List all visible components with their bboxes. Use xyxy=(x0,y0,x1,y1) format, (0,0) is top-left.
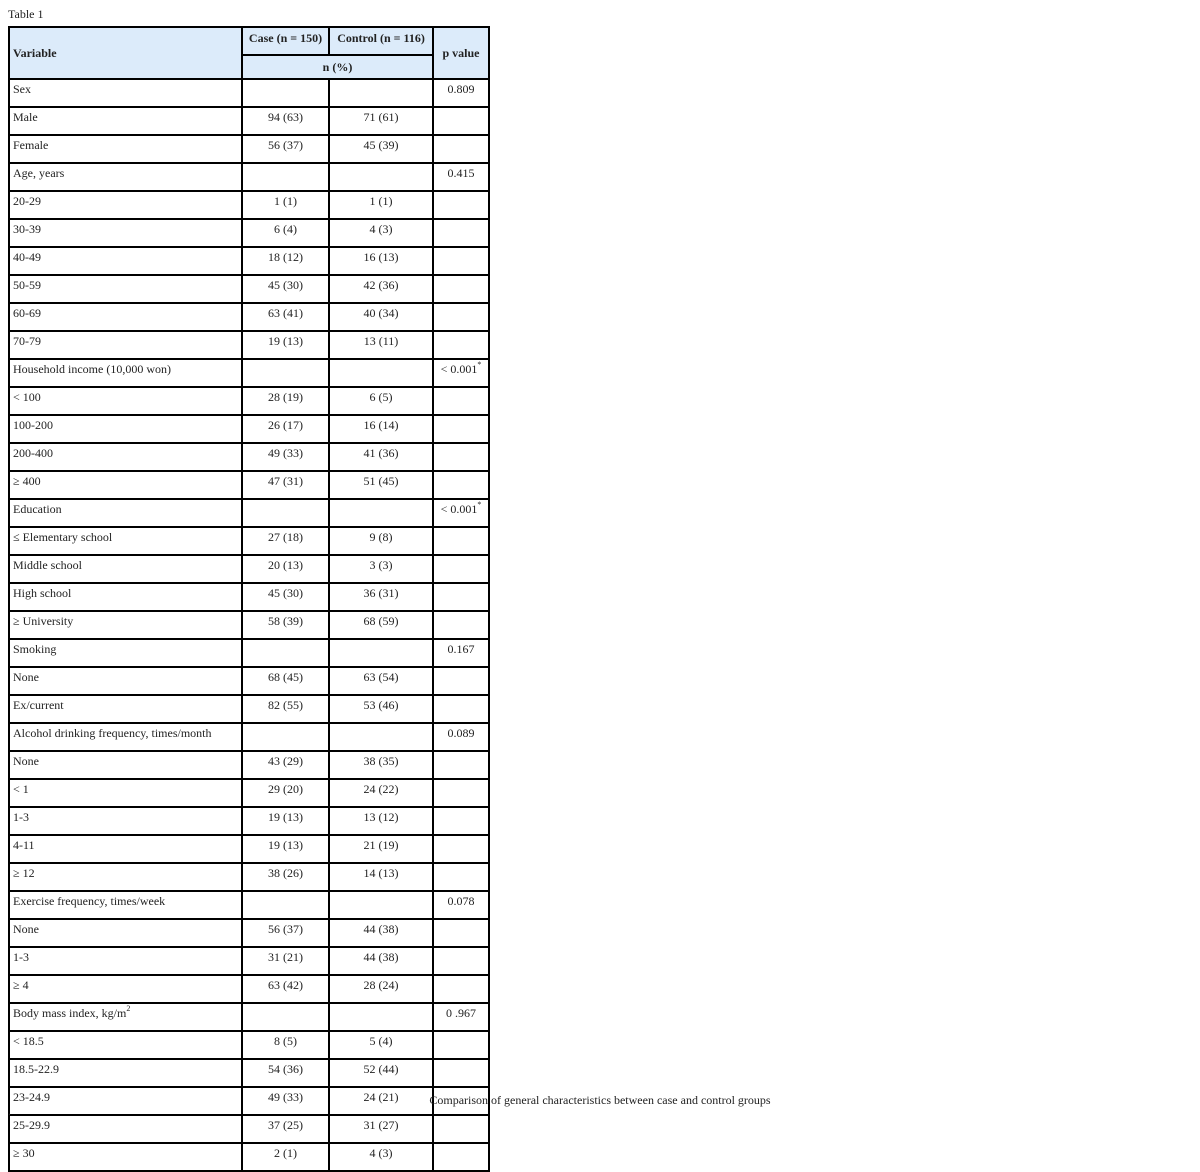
cell-case: 19 (13) xyxy=(242,807,329,835)
cell-case: 63 (42) xyxy=(242,975,329,1003)
cell-p-value xyxy=(433,79,489,107)
table-row xyxy=(9,555,489,583)
cell-case: 26 (17) xyxy=(242,415,329,443)
cell-control: 42 (36) xyxy=(329,275,433,303)
cell-variable xyxy=(9,1059,242,1087)
header-p-value: p value xyxy=(433,27,489,79)
cell-variable xyxy=(9,303,242,331)
cell-variable xyxy=(9,975,242,1003)
cell-variable xyxy=(9,471,242,499)
variable-text: Ex/current xyxy=(13,698,64,712)
table-row xyxy=(9,219,489,247)
cell-case: 49 (33) xyxy=(242,1087,329,1115)
variable-text: 23-24.9 xyxy=(13,1090,50,1104)
cell-case xyxy=(242,359,329,387)
table-row xyxy=(9,583,489,611)
table-row xyxy=(9,919,489,947)
variable-superscript: 2 xyxy=(126,1004,131,1013)
cell-control: 16 (13) xyxy=(329,247,433,275)
cell-control: 3 (3) xyxy=(329,555,433,583)
cell-variable xyxy=(9,387,242,415)
cell-p-value xyxy=(433,779,489,807)
table-row xyxy=(9,107,489,135)
variable-text: Alcohol drinking frequency, times/month xyxy=(13,726,212,740)
variable-text: ≥ 400 xyxy=(13,474,41,488)
variable-text: ≥ University xyxy=(13,614,74,628)
p-value-text: 0.078 xyxy=(447,894,475,908)
cell-variable xyxy=(9,919,242,947)
cell-control: 28 (24) xyxy=(329,975,433,1003)
cell-control: 52 (44) xyxy=(329,1059,433,1087)
cell-case: 29 (20) xyxy=(242,779,329,807)
cell-variable xyxy=(9,555,242,583)
cell-case: 45 (30) xyxy=(242,275,329,303)
table-row xyxy=(9,975,489,1003)
cell-control: 13 (12) xyxy=(329,807,433,835)
cell-control: 53 (46) xyxy=(329,695,433,723)
cell-control: 41 (36) xyxy=(329,443,433,471)
variable-text: 1-3 xyxy=(13,810,29,824)
cell-control xyxy=(329,79,433,107)
cell-control: 51 (45) xyxy=(329,471,433,499)
cell-control: 4 (3) xyxy=(329,219,433,247)
cell-p-value xyxy=(433,863,489,891)
cell-p-value xyxy=(433,499,489,527)
cell-variable xyxy=(9,723,242,751)
cell-p-value xyxy=(433,527,489,555)
cell-variable xyxy=(9,779,242,807)
variable-text: < 100 xyxy=(13,390,41,404)
table-row xyxy=(9,835,489,863)
cell-p-value xyxy=(433,1031,489,1059)
variable-text: 70-79 xyxy=(13,334,41,348)
table-row xyxy=(9,1115,489,1143)
cell-variable xyxy=(9,443,242,471)
cell-control: 6 (5) xyxy=(329,387,433,415)
table-row xyxy=(9,807,489,835)
cell-control: 68 (59) xyxy=(329,611,433,639)
table-row xyxy=(9,163,489,191)
variable-text: 1-3 xyxy=(13,950,29,964)
cell-variable xyxy=(9,1003,242,1031)
cell-p-value xyxy=(433,191,489,219)
cell-control xyxy=(329,1003,433,1031)
cell-p-value xyxy=(433,919,489,947)
cell-case: 19 (13) xyxy=(242,331,329,359)
variable-text: None xyxy=(13,670,39,684)
p-value-text: 0.089 xyxy=(447,726,475,740)
p-value-text: 0.809 xyxy=(447,82,475,96)
cell-variable xyxy=(9,107,242,135)
cell-control: 45 (39) xyxy=(329,135,433,163)
table-row xyxy=(9,331,489,359)
table-row xyxy=(9,723,489,751)
cell-control: 63 (54) xyxy=(329,667,433,695)
cell-control: 1 (1) xyxy=(329,191,433,219)
cell-control: 44 (38) xyxy=(329,947,433,975)
header-row-primary xyxy=(9,27,489,55)
variable-text: Male xyxy=(13,110,38,124)
p-value-text: < 0.001 xyxy=(440,362,478,376)
header-case: Case (n = 150) xyxy=(242,27,329,55)
cell-p-value xyxy=(433,247,489,275)
cell-control: 5 (4) xyxy=(329,1031,433,1059)
cell-variable xyxy=(9,947,242,975)
cell-p-value xyxy=(433,723,489,751)
characteristics-table xyxy=(8,26,490,1172)
cell-variable xyxy=(9,331,242,359)
table-row xyxy=(9,611,489,639)
cell-p-value xyxy=(433,471,489,499)
cell-variable xyxy=(9,1143,242,1171)
cell-control xyxy=(329,359,433,387)
cell-case: 54 (36) xyxy=(242,1059,329,1087)
cell-control xyxy=(329,639,433,667)
cell-p-value xyxy=(433,387,489,415)
variable-text: 18.5-22.9 xyxy=(13,1062,59,1076)
table-row xyxy=(9,639,489,667)
variable-text: High school xyxy=(13,586,72,600)
cell-case: 49 (33) xyxy=(242,443,329,471)
cell-p-value xyxy=(433,275,489,303)
cell-p-value xyxy=(433,975,489,1003)
table-row xyxy=(9,135,489,163)
variable-text: 200-400 xyxy=(13,446,53,460)
cell-p-value xyxy=(433,1003,489,1031)
cell-variable xyxy=(9,807,242,835)
table-row xyxy=(9,415,489,443)
cell-variable xyxy=(9,695,242,723)
cell-p-value xyxy=(433,891,489,919)
cell-case: 43 (29) xyxy=(242,751,329,779)
cell-variable xyxy=(9,219,242,247)
table-row xyxy=(9,1003,489,1031)
cell-variable xyxy=(9,667,242,695)
table-row xyxy=(9,247,489,275)
variable-text: Smoking xyxy=(13,642,57,656)
variable-text: 30-39 xyxy=(13,222,41,236)
table-row xyxy=(9,79,489,107)
cell-p-value xyxy=(433,331,489,359)
cell-case: 37 (25) xyxy=(242,1115,329,1143)
cell-p-value xyxy=(433,583,489,611)
cell-variable xyxy=(9,135,242,163)
cell-case xyxy=(242,163,329,191)
variable-text: < 18.5 xyxy=(13,1034,44,1048)
cell-case: 45 (30) xyxy=(242,583,329,611)
cell-p-value xyxy=(433,163,489,191)
cell-control: 16 (14) xyxy=(329,415,433,443)
cell-control: 31 (27) xyxy=(329,1115,433,1143)
cell-p-value xyxy=(433,611,489,639)
variable-text: 60-69 xyxy=(13,306,41,320)
cell-control: 24 (22) xyxy=(329,779,433,807)
cell-control: 40 (34) xyxy=(329,303,433,331)
cell-variable xyxy=(9,191,242,219)
cell-variable xyxy=(9,1031,242,1059)
table-row xyxy=(9,667,489,695)
cell-p-value xyxy=(433,695,489,723)
cell-case: 6 (4) xyxy=(242,219,329,247)
cell-p-value xyxy=(433,359,489,387)
variable-text: None xyxy=(13,754,39,768)
cell-case xyxy=(242,891,329,919)
variable-text: Household income (10,000 won) xyxy=(13,362,171,376)
variable-text: Middle school xyxy=(13,558,82,572)
variable-text: Female xyxy=(13,138,49,152)
cell-case: 19 (13) xyxy=(242,835,329,863)
cell-p-value xyxy=(433,443,489,471)
cell-variable xyxy=(9,79,242,107)
cell-p-value xyxy=(433,807,489,835)
table-row xyxy=(9,1031,489,1059)
cell-case: 56 (37) xyxy=(242,135,329,163)
cell-case: 82 (55) xyxy=(242,695,329,723)
variable-text: 4-11 xyxy=(13,838,35,852)
cell-variable xyxy=(9,835,242,863)
table-caption: Comparison of general characteristics between case and control groups xyxy=(429,1093,771,1107)
cell-variable xyxy=(9,527,242,555)
variable-text: 50-59 xyxy=(13,278,41,292)
variable-text: Sex xyxy=(13,82,31,96)
variable-text: 40-49 xyxy=(13,250,41,264)
cell-p-value xyxy=(433,835,489,863)
table-row xyxy=(9,471,489,499)
cell-case xyxy=(242,639,329,667)
cell-p-value xyxy=(433,303,489,331)
cell-case xyxy=(242,723,329,751)
significance-marker: * xyxy=(477,500,482,509)
variable-text: Education xyxy=(13,502,62,516)
variable-text: ≤ Elementary school xyxy=(13,530,113,544)
header-control: Control (n = 116) xyxy=(329,27,433,55)
cell-control: 71 (61) xyxy=(329,107,433,135)
cell-variable xyxy=(9,275,242,303)
trailing-mark: . xyxy=(8,1104,11,1118)
cell-p-value xyxy=(433,639,489,667)
cell-control: 36 (31) xyxy=(329,583,433,611)
cell-case: 1 (1) xyxy=(242,191,329,219)
p-value-text: < 0.001 xyxy=(440,502,478,516)
table-row xyxy=(9,751,489,779)
cell-variable xyxy=(9,891,242,919)
variable-text: Age, years xyxy=(13,166,65,180)
cell-p-value xyxy=(433,219,489,247)
cell-case: 56 (37) xyxy=(242,919,329,947)
cell-case: 38 (26) xyxy=(242,863,329,891)
cell-control xyxy=(329,891,433,919)
cell-case xyxy=(242,79,329,107)
table-row xyxy=(9,275,489,303)
cell-variable xyxy=(9,639,242,667)
p-value-text: 0.167 xyxy=(447,642,475,656)
cell-case xyxy=(242,499,329,527)
cell-p-value xyxy=(433,947,489,975)
cell-case: 8 (5) xyxy=(242,1031,329,1059)
cell-case: 31 (21) xyxy=(242,947,329,975)
table-row xyxy=(9,779,489,807)
cell-control: 13 (11) xyxy=(329,331,433,359)
variable-text: Body mass index, kg/m xyxy=(13,1006,127,1020)
variable-text: ≥ 30 xyxy=(13,1146,35,1160)
cell-case: 18 (12) xyxy=(242,247,329,275)
cell-variable xyxy=(9,415,242,443)
cell-variable xyxy=(9,751,242,779)
cell-p-value xyxy=(433,107,489,135)
table-row xyxy=(9,1059,489,1087)
p-value-text: 0 .967 xyxy=(446,1006,476,1020)
cell-variable xyxy=(9,863,242,891)
header-variable: Variable xyxy=(9,27,242,79)
cell-case: 63 (41) xyxy=(242,303,329,331)
table-row xyxy=(9,303,489,331)
cell-case: 27 (18) xyxy=(242,527,329,555)
cell-variable xyxy=(9,583,242,611)
table-row xyxy=(9,695,489,723)
cell-case xyxy=(242,1003,329,1031)
variable-text: < 1 xyxy=(13,782,29,796)
cell-variable xyxy=(9,1115,242,1143)
variable-text: Exercise frequency, times/week xyxy=(13,894,166,908)
variable-text: ≥ 12 xyxy=(13,866,35,880)
table-row xyxy=(9,527,489,555)
cell-control xyxy=(329,163,433,191)
cell-control: 21 (19) xyxy=(329,835,433,863)
table-row xyxy=(9,359,489,387)
cell-control xyxy=(329,499,433,527)
table-row xyxy=(9,499,489,527)
cell-variable xyxy=(9,359,242,387)
cell-case: 2 (1) xyxy=(242,1143,329,1171)
cell-case: 68 (45) xyxy=(242,667,329,695)
variable-text: ≥ 4 xyxy=(13,978,29,992)
cell-p-value xyxy=(433,555,489,583)
table-row xyxy=(9,443,489,471)
cell-p-value xyxy=(433,667,489,695)
table-row xyxy=(9,863,489,891)
table-row xyxy=(9,947,489,975)
cell-control: 44 (38) xyxy=(329,919,433,947)
variable-text: 25-29.9 xyxy=(13,1118,50,1132)
cell-control: 14 (13) xyxy=(329,863,433,891)
significance-marker: * xyxy=(477,360,482,369)
header-unit: n (%) xyxy=(242,55,433,79)
cell-p-value xyxy=(433,751,489,779)
cell-p-value xyxy=(433,1115,489,1143)
cell-control xyxy=(329,723,433,751)
cell-variable xyxy=(9,247,242,275)
table-header xyxy=(9,27,489,79)
cell-p-value xyxy=(433,135,489,163)
cell-control: 24 (21) xyxy=(329,1087,433,1115)
table-row xyxy=(9,191,489,219)
table-body xyxy=(9,79,489,1171)
cell-variable xyxy=(9,499,242,527)
variable-text: 20-29 xyxy=(13,194,41,208)
cell-case: 58 (39) xyxy=(242,611,329,639)
cell-control: 4 (3) xyxy=(329,1143,433,1171)
cell-p-value xyxy=(433,1143,489,1171)
cell-p-value xyxy=(433,415,489,443)
cell-case: 28 (19) xyxy=(242,387,329,415)
table-row xyxy=(9,1143,489,1171)
cell-p-value xyxy=(433,1059,489,1087)
variable-text: None xyxy=(13,922,39,936)
cell-case: 20 (13) xyxy=(242,555,329,583)
table-label: Table 1 xyxy=(8,7,44,21)
cell-case: 94 (63) xyxy=(242,107,329,135)
cell-control: 38 (35) xyxy=(329,751,433,779)
p-value-text: 0.415 xyxy=(447,166,475,180)
table-row xyxy=(9,891,489,919)
cell-variable xyxy=(9,611,242,639)
variable-text: 100-200 xyxy=(13,418,53,432)
cell-case: 47 (31) xyxy=(242,471,329,499)
cell-control: 9 (8) xyxy=(329,527,433,555)
cell-variable xyxy=(9,163,242,191)
table-row xyxy=(9,387,489,415)
